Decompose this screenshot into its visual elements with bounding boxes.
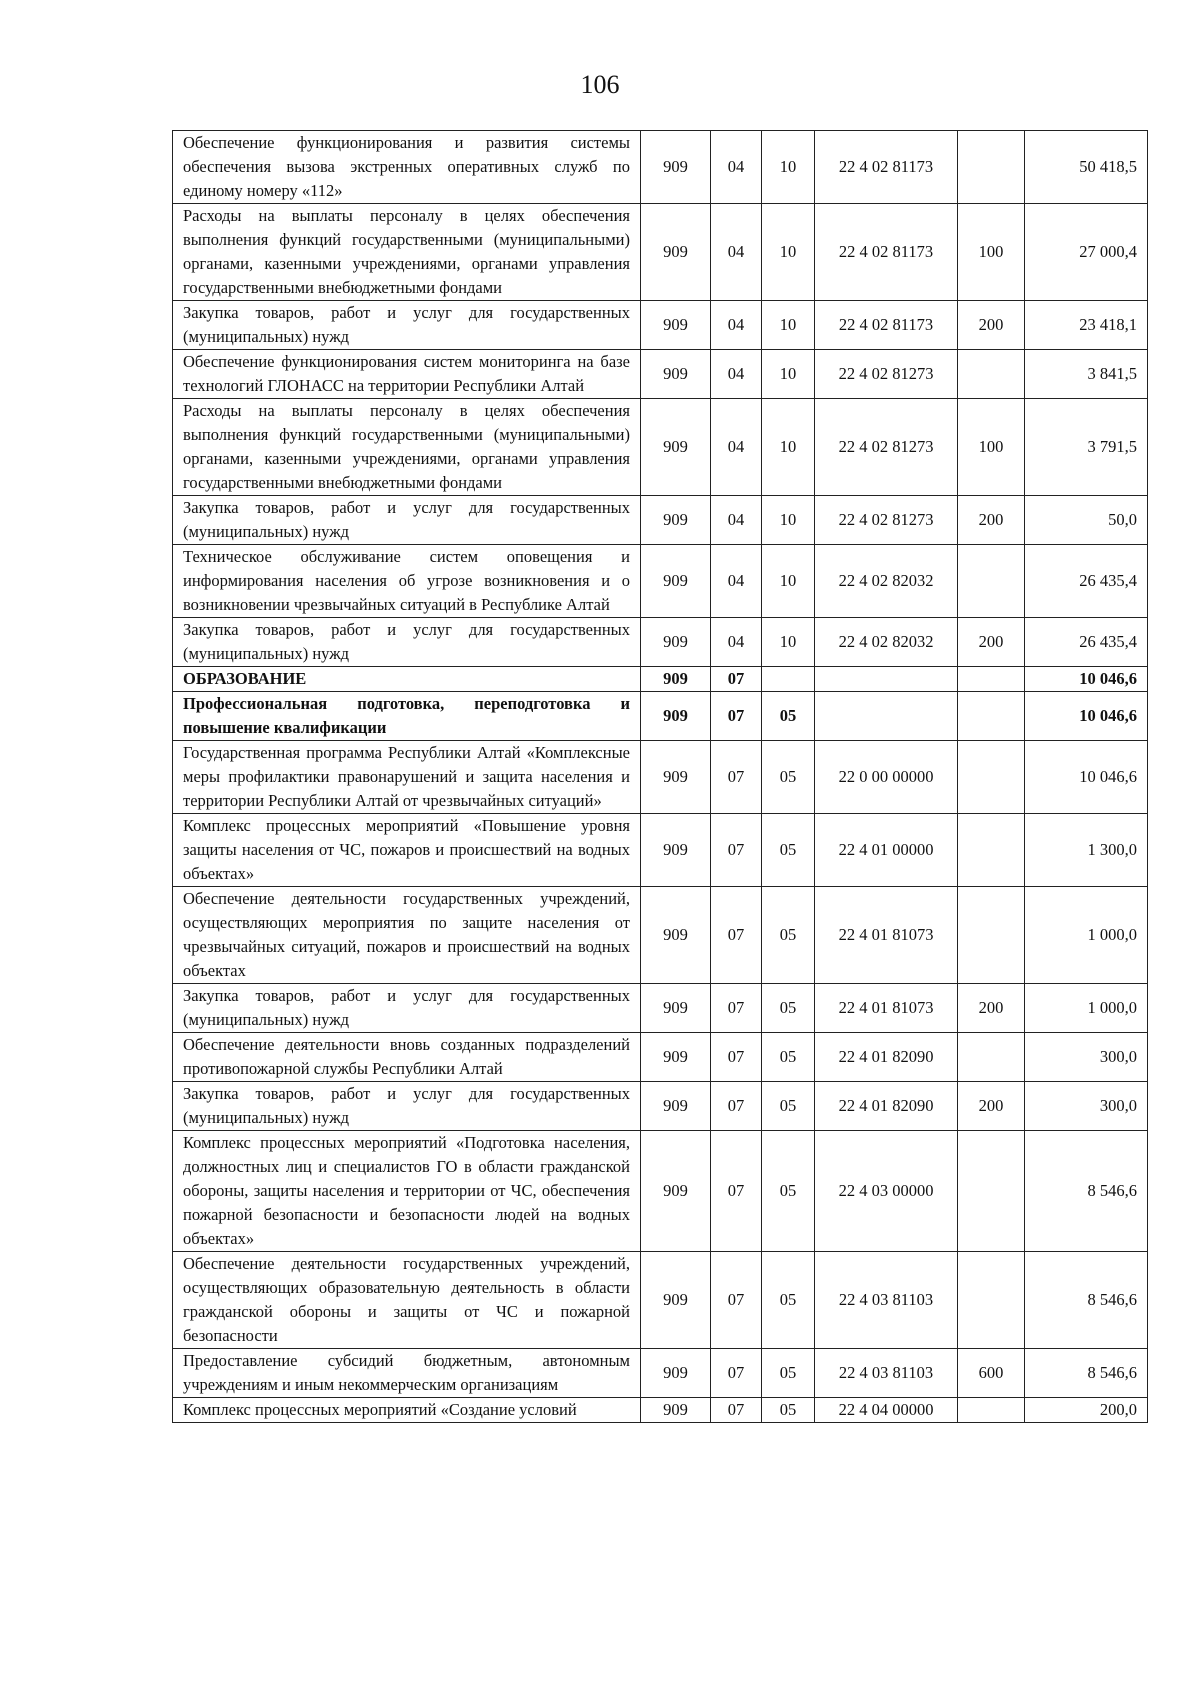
expense-type-cell	[958, 350, 1025, 399]
table-row	[173, 1252, 1148, 1349]
amount-cell: 300,0	[1025, 1033, 1148, 1082]
expense-type-cell	[958, 1131, 1025, 1252]
section-code-cell: 04	[711, 204, 762, 301]
expense-type-cell: 100	[958, 204, 1025, 301]
subsection-code-cell: 10	[762, 350, 815, 399]
target-article-cell: 22 4 02 82032	[815, 618, 958, 667]
expense-name-cell: Обеспечение функционирования систем мониторинга на базе технологий ГЛОНАСС на территории Республики Алтай	[173, 350, 641, 399]
section-code-cell: 04	[711, 618, 762, 667]
section-code-cell: 07	[711, 984, 762, 1033]
expense-type-cell: 200	[958, 301, 1025, 350]
table-row	[173, 1033, 1148, 1082]
expense-name-cell: Государственная программа Республики Алтай «Комплексные меры профилактики правонарушений и защита населения и территории Республики Алтай от чрезвычайных ситуаций»	[173, 741, 641, 814]
subsection-code-cell: 05	[762, 887, 815, 984]
ministry-code-cell: 909	[641, 545, 711, 618]
table-row	[173, 1349, 1148, 1398]
table-row	[173, 399, 1148, 496]
section-code-cell: 07	[711, 667, 762, 692]
subsection-code-cell	[762, 667, 815, 692]
target-article-cell: 22 4 02 81173	[815, 204, 958, 301]
table-row	[173, 545, 1148, 618]
amount-cell: 50,0	[1025, 496, 1148, 545]
target-article-cell: 22 4 02 81273	[815, 350, 958, 399]
target-article-cell: 22 4 01 81073	[815, 887, 958, 984]
expense-name-cell: Закупка товаров, работ и услуг для государственных (муниципальных) нужд	[173, 496, 641, 545]
amount-cell: 3 841,5	[1025, 350, 1148, 399]
table-row	[173, 741, 1148, 814]
table-row	[173, 1131, 1148, 1252]
target-article-cell	[815, 667, 958, 692]
expense-type-cell: 200	[958, 984, 1025, 1033]
amount-cell: 1 000,0	[1025, 887, 1148, 984]
section-code-cell: 04	[711, 131, 762, 204]
subsection-code-cell: 10	[762, 618, 815, 667]
amount-cell: 10 046,6	[1025, 692, 1148, 741]
ministry-code-cell: 909	[641, 887, 711, 984]
table-row	[173, 887, 1148, 984]
expense-name-cell: Профессиональная подготовка, переподготовка и повышение квалификации	[173, 692, 641, 741]
expense-name-cell: Закупка товаров, работ и услуг для государственных (муниципальных) нужд	[173, 618, 641, 667]
table-row	[173, 350, 1148, 399]
target-article-cell: 22 4 04 00000	[815, 1398, 958, 1423]
ministry-code-cell: 909	[641, 350, 711, 399]
ministry-code-cell: 909	[641, 741, 711, 814]
amount-cell: 26 435,4	[1025, 545, 1148, 618]
expense-name-cell: Закупка товаров, работ и услуг для государственных (муниципальных) нужд	[173, 1082, 641, 1131]
expense-name-cell: Обеспечение деятельности государственных учреждений, осуществляющих мероприятия по защите населения от чрезвычайных ситуаций, пожаров и происшествий на водных объектах	[173, 887, 641, 984]
section-code-cell: 07	[711, 1082, 762, 1131]
table-row	[173, 1082, 1148, 1131]
subsection-code-cell: 05	[762, 1349, 815, 1398]
ministry-code-cell: 909	[641, 667, 711, 692]
subsection-code-cell: 05	[762, 1131, 815, 1252]
subsection-code-cell: 05	[762, 814, 815, 887]
target-article-cell: 22 4 02 81173	[815, 301, 958, 350]
amount-cell: 10 046,6	[1025, 667, 1148, 692]
ministry-code-cell: 909	[641, 1131, 711, 1252]
ministry-code-cell: 909	[641, 496, 711, 545]
table-row	[173, 692, 1148, 741]
expense-type-cell: 600	[958, 1349, 1025, 1398]
section-code-cell: 07	[711, 1131, 762, 1252]
target-article-cell: 22 4 03 81103	[815, 1349, 958, 1398]
ministry-code-cell: 909	[641, 618, 711, 667]
expense-name-cell: Обеспечение деятельности государственных учреждений, осуществляющих образовательную деятельность в области гражданской обороны и защиты от ЧС и пожарной безопасности	[173, 1252, 641, 1349]
expense-name-cell: Техническое обслуживание систем оповещения и информирования населения об угрозе возникновения и о возникновении чрезвычайных ситуаций в Республике Алтай	[173, 545, 641, 618]
subsection-code-cell: 05	[762, 692, 815, 741]
target-article-cell: 22 4 01 82090	[815, 1033, 958, 1082]
section-code-cell: 04	[711, 301, 762, 350]
subsection-code-cell: 10	[762, 496, 815, 545]
target-article-cell: 22 4 03 81103	[815, 1252, 958, 1349]
section-code-cell: 04	[711, 350, 762, 399]
expense-type-cell	[958, 1033, 1025, 1082]
section-code-cell: 07	[711, 1033, 762, 1082]
expense-type-cell	[958, 692, 1025, 741]
subsection-code-cell: 10	[762, 545, 815, 618]
section-code-cell: 07	[711, 887, 762, 984]
expense-name-cell: Предоставление субсидий бюджетным, автономным учреждениям и иным некоммерческим организациям	[173, 1349, 641, 1398]
subsection-code-cell: 10	[762, 131, 815, 204]
ministry-code-cell: 909	[641, 1033, 711, 1082]
subsection-code-cell: 05	[762, 1252, 815, 1349]
expense-type-cell: 100	[958, 399, 1025, 496]
expense-name-cell: Закупка товаров, работ и услуг для государственных (муниципальных) нужд	[173, 984, 641, 1033]
ministry-code-cell: 909	[641, 692, 711, 741]
ministry-code-cell: 909	[641, 301, 711, 350]
page-number: 106	[580, 70, 620, 99]
section-code-cell: 07	[711, 741, 762, 814]
ministry-code-cell: 909	[641, 1252, 711, 1349]
target-article-cell: 22 4 02 81273	[815, 399, 958, 496]
subsection-code-cell: 10	[762, 399, 815, 496]
expense-type-cell	[958, 887, 1025, 984]
target-article-cell: 22 4 02 81173	[815, 131, 958, 204]
table-row	[173, 814, 1148, 887]
subsection-code-cell: 05	[762, 984, 815, 1033]
section-code-cell: 07	[711, 1398, 762, 1423]
ministry-code-cell: 909	[641, 1349, 711, 1398]
section-code-cell: 04	[711, 545, 762, 618]
target-article-cell	[815, 692, 958, 741]
amount-cell: 1 300,0	[1025, 814, 1148, 887]
amount-cell: 8 546,6	[1025, 1349, 1148, 1398]
table-row	[173, 204, 1148, 301]
expense-name-cell: Закупка товаров, работ и услуг для государственных (муниципальных) нужд	[173, 301, 641, 350]
ministry-code-cell: 909	[641, 1398, 711, 1423]
expense-name-cell: Комплекс процессных мероприятий «Создание условий	[173, 1398, 641, 1423]
amount-cell: 50 418,5	[1025, 131, 1148, 204]
expense-type-cell	[958, 1252, 1025, 1349]
amount-cell: 27 000,4	[1025, 204, 1148, 301]
target-article-cell: 22 4 02 81273	[815, 496, 958, 545]
target-article-cell: 22 4 02 82032	[815, 545, 958, 618]
target-article-cell: 22 4 01 81073	[815, 984, 958, 1033]
section-code-cell: 07	[711, 814, 762, 887]
amount-cell: 8 546,6	[1025, 1252, 1148, 1349]
amount-cell: 200,0	[1025, 1398, 1148, 1423]
amount-cell: 10 046,6	[1025, 741, 1148, 814]
expense-type-cell	[958, 814, 1025, 887]
amount-cell: 23 418,1	[1025, 301, 1148, 350]
ministry-code-cell: 909	[641, 1082, 711, 1131]
subsection-code-cell: 05	[762, 1033, 815, 1082]
section-code-cell: 04	[711, 399, 762, 496]
expense-name-cell: Комплекс процессных мероприятий «Повышение уровня защиты населения от ЧС, пожаров и происшествий на водных объектах»	[173, 814, 641, 887]
table-row	[173, 667, 1148, 692]
expense-name-cell: Обеспечение деятельности вновь созданных подразделений противопожарной службы Республики Алтай	[173, 1033, 641, 1082]
target-article-cell: 22 0 00 00000	[815, 741, 958, 814]
table-row	[173, 131, 1148, 204]
expense-type-cell	[958, 1398, 1025, 1423]
amount-cell: 26 435,4	[1025, 618, 1148, 667]
section-code-cell: 07	[711, 1349, 762, 1398]
table-body	[173, 131, 1148, 1423]
amount-cell: 3 791,5	[1025, 399, 1148, 496]
expense-name-cell: ОБРАЗОВАНИЕ	[173, 667, 641, 692]
expense-type-cell	[958, 131, 1025, 204]
table-row	[173, 496, 1148, 545]
subsection-code-cell: 10	[762, 301, 815, 350]
section-code-cell: 04	[711, 496, 762, 545]
subsection-code-cell: 10	[762, 204, 815, 301]
subsection-code-cell: 05	[762, 1082, 815, 1131]
target-article-cell: 22 4 01 82090	[815, 1082, 958, 1131]
table-row	[173, 301, 1148, 350]
target-article-cell: 22 4 03 00000	[815, 1131, 958, 1252]
amount-cell: 300,0	[1025, 1082, 1148, 1131]
expense-name-cell: Расходы на выплаты персоналу в целях обеспечения выполнения функций государственными (муниципальными) органами, казенными учреждениями, органами управления государственными внебюджетными фондами	[173, 204, 641, 301]
expense-type-cell: 200	[958, 496, 1025, 545]
target-article-cell: 22 4 01 00000	[815, 814, 958, 887]
expense-type-cell: 200	[958, 1082, 1025, 1131]
ministry-code-cell: 909	[641, 399, 711, 496]
section-code-cell: 07	[711, 1252, 762, 1349]
expense-type-cell	[958, 667, 1025, 692]
amount-cell: 8 546,6	[1025, 1131, 1148, 1252]
ministry-code-cell: 909	[641, 984, 711, 1033]
section-code-cell: 07	[711, 692, 762, 741]
table-row	[173, 1398, 1148, 1423]
subsection-code-cell: 05	[762, 1398, 815, 1423]
subsection-code-cell: 05	[762, 741, 815, 814]
ministry-code-cell: 909	[641, 814, 711, 887]
ministry-code-cell: 909	[641, 204, 711, 301]
ministry-code-cell: 909	[641, 131, 711, 204]
budget-table	[172, 130, 1148, 1423]
table-row	[173, 618, 1148, 667]
table-row	[173, 984, 1148, 1033]
amount-cell: 1 000,0	[1025, 984, 1148, 1033]
expense-type-cell	[958, 545, 1025, 618]
expense-type-cell: 200	[958, 618, 1025, 667]
expense-name-cell: Обеспечение функционирования и развития системы обеспечения вызова экстренных оперативных служб по единому номеру «112»	[173, 131, 641, 204]
expense-name-cell: Комплекс процессных мероприятий «Подготовка населения, должностных лиц и специалистов ГО в области гражданской обороны, защиты населения и территории от ЧС, обеспечения пожарной безопасности и безопасности людей на водных объектах»	[173, 1131, 641, 1252]
expense-type-cell	[958, 741, 1025, 814]
expense-name-cell: Расходы на выплаты персоналу в целях обеспечения выполнения функций государственными (муниципальными) органами, казенными учреждениями, органами управления государственными внебюджетными фондами	[173, 399, 641, 496]
